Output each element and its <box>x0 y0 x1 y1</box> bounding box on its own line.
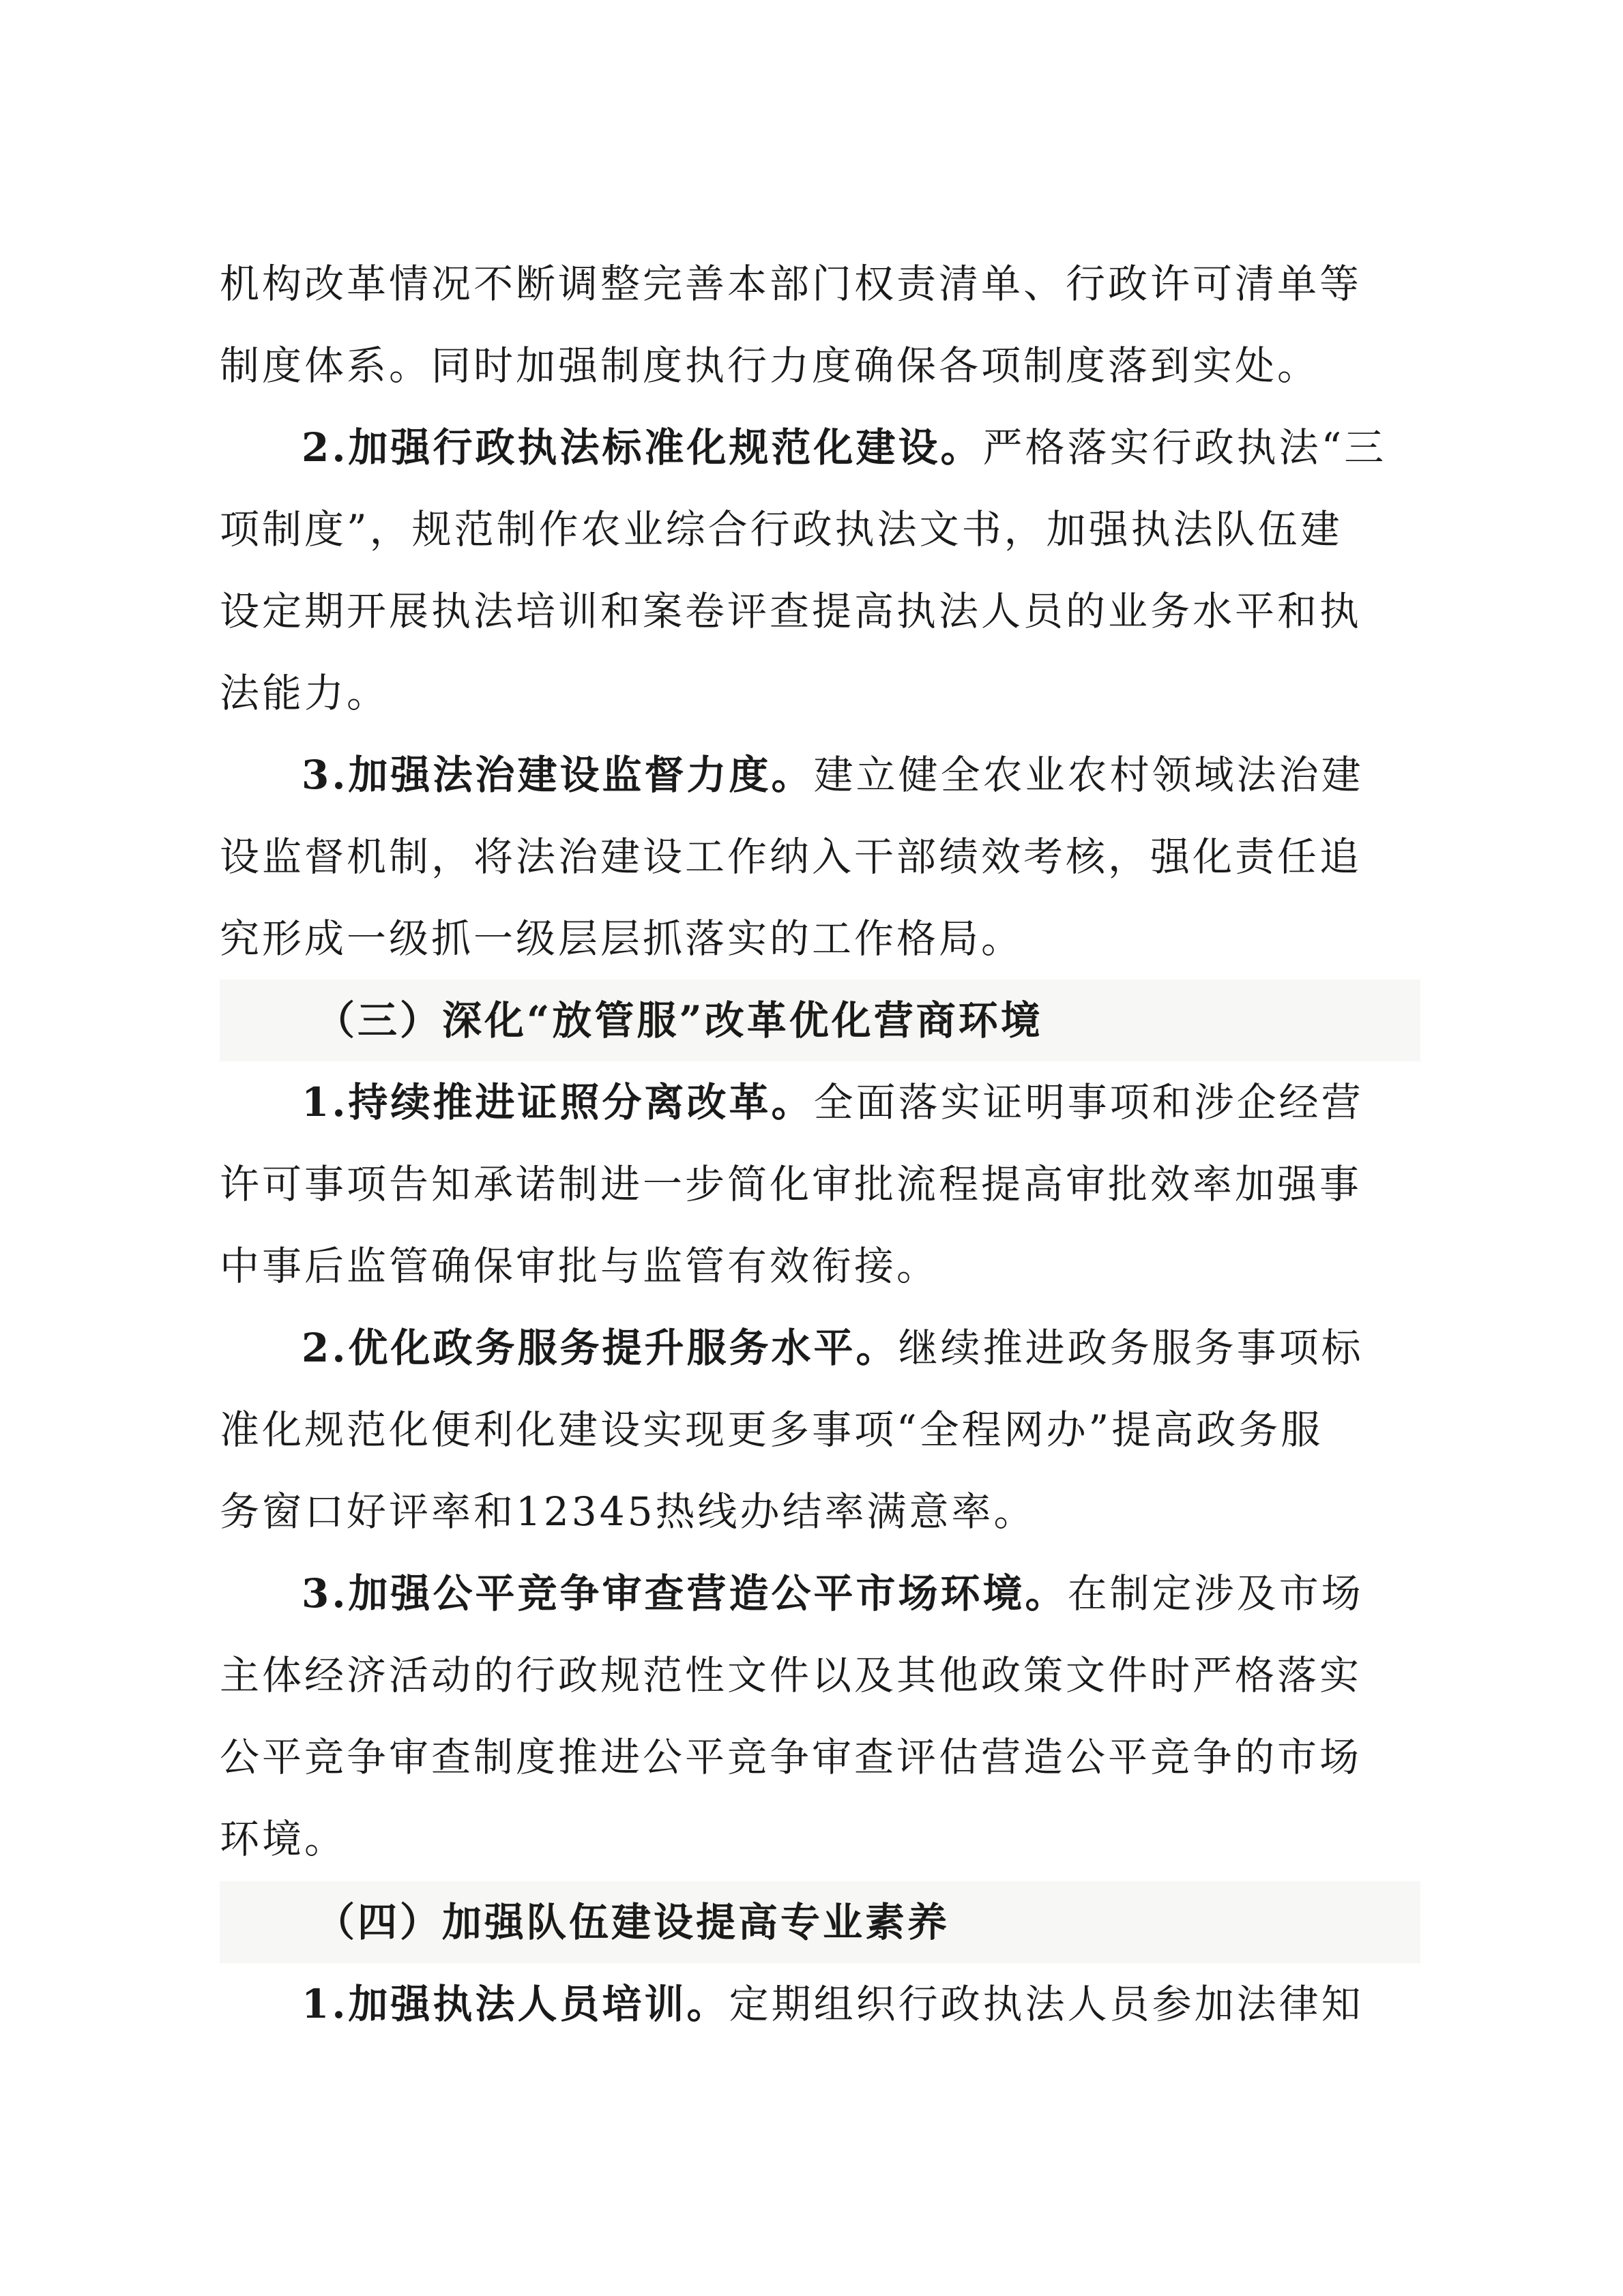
paragraph-line: 设定期开展执法培训和案卷评查提高执法人员的业务水平和执 <box>220 588 1362 634</box>
paragraph-line: 制度体系。同时加强制度执行力度确保各项制度落到实处。 <box>220 342 1320 389</box>
item-title: 1.持续推进证照分离改革。 <box>302 1079 814 1125</box>
paragraph-line: 准化规范化便利化建设实现更多事项“全程网办”提高政务服 <box>220 1407 1324 1453</box>
paragraph-line: 务窗口好评率和12345热线办结率满意率。 <box>220 1488 1036 1535</box>
paragraph-line: 许可事项告知承诺制进一步简化审批流程提高审批效率加强事 <box>220 1161 1362 1207</box>
paragraph-line <box>302 1552 1420 1634</box>
item-title: 2.优化政务服务提升服务水平。 <box>302 1325 898 1371</box>
item-text: 定期组织行政执法人员参加法律知 <box>729 1981 1364 2027</box>
section-heading: （三）深化“放管服”改革优化营商环境 <box>315 997 1043 1044</box>
paragraph-line <box>302 1963 1420 2045</box>
item-text: 继续推进政务服务事项标 <box>898 1325 1364 1371</box>
item-text: 建立健全农业农村领域法治建 <box>813 752 1364 798</box>
paragraph-line: 究形成一级抓一级层层抓落实的工作格局。 <box>220 915 1024 962</box>
paragraph-line: 设监督机制，将法治建设工作纳入干部绩效考核，强化责任追 <box>220 834 1362 880</box>
paragraph-line <box>302 1307 1420 1389</box>
paragraph-line: 中事后监管确保审批与监管有效衔接。 <box>220 1243 939 1289</box>
item-title: 3.加强法治建设监督力度。 <box>302 752 814 798</box>
paragraph-line <box>302 1061 1420 1143</box>
item-title: 1.加强执法人员培训。 <box>302 1981 729 2027</box>
paragraph-line: 主体经济活动的行政规范性文件以及其他政策文件时严格落实 <box>220 1652 1362 1698</box>
item-text: 全面落实证明事项和涉企经营 <box>813 1079 1364 1125</box>
paragraph-line: 法能力。 <box>220 670 390 716</box>
item-text: 在制定涉及市场 <box>1067 1570 1364 1617</box>
section-heading: （四）加强队伍建设提高专业素养 <box>315 1899 950 1945</box>
paragraph-line <box>302 734 1420 816</box>
item-text: 严格落实行政执法“三 <box>982 424 1387 471</box>
paragraph-line: 机构改革情况不断调整完善本部门权责清单、行政许可清单等 <box>220 261 1362 307</box>
paragraph-line: 环境。 <box>220 1816 347 1862</box>
paragraph-line: 公平竞争审查制度推进公平竞争审查评估营造公平竞争的市场 <box>220 1734 1362 1780</box>
paragraph-line: 项制度”，规范制作农业综合行政执法文书，加强执法队伍建 <box>220 506 1343 553</box>
item-title: 3.加强公平竞争审查营造公平市场环境。 <box>302 1570 1068 1617</box>
paragraph-line <box>302 407 1420 488</box>
item-title: 2.加强行政执法标准化规范化建设。 <box>302 424 983 471</box>
